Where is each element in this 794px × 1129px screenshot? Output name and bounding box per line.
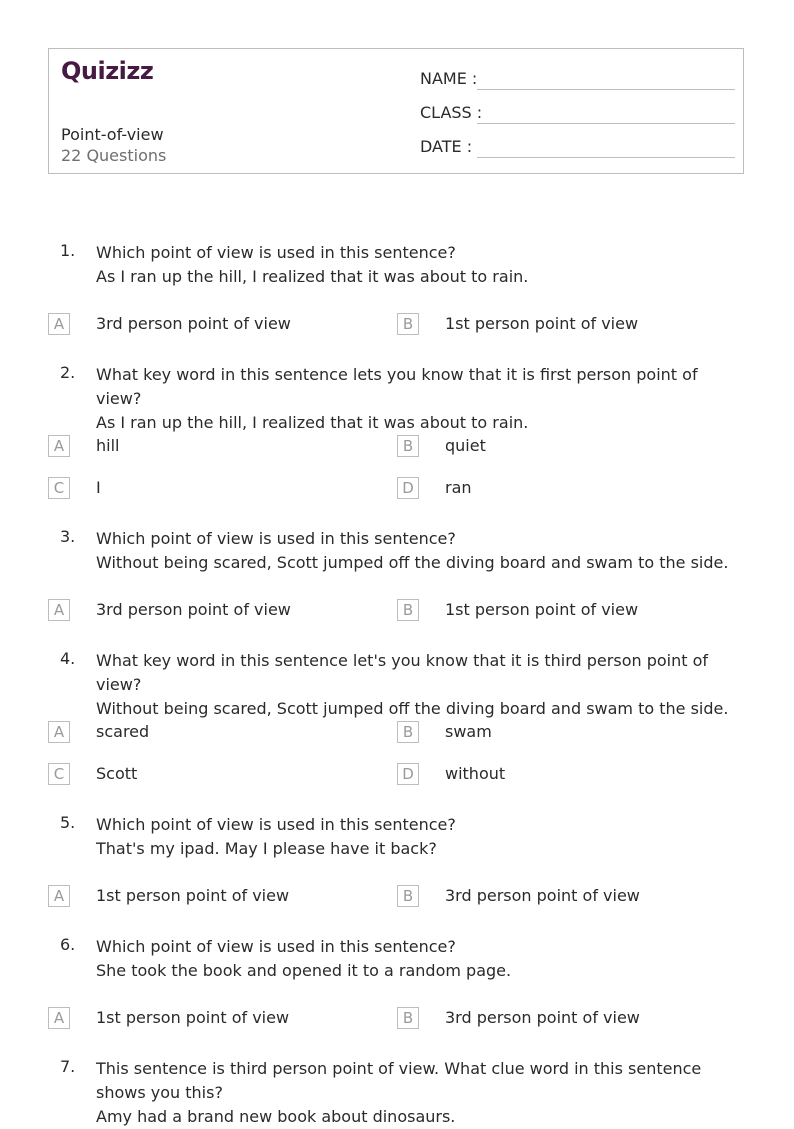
option-letter: A bbox=[48, 721, 70, 743]
option-text: ran bbox=[445, 478, 472, 497]
question-prompt: What key word in this sentence lets you know that it is first person point of view? bbox=[96, 365, 698, 408]
question-number: 4. bbox=[60, 649, 76, 668]
question-prompt: This sentence is third person point of view. What clue word in this sentence shows you this? bbox=[96, 1059, 702, 1102]
question-text bbox=[96, 241, 736, 289]
name-field[interactable] bbox=[420, 69, 735, 93]
question-prompt: Which point of view is used in this sentence? bbox=[96, 529, 456, 548]
date-label: DATE : bbox=[420, 137, 473, 156]
question-sentence: Amy had a brand new book about dinosaurs. bbox=[96, 1107, 456, 1126]
question-text bbox=[96, 649, 736, 721]
question-sentence: Without being scared, Scott jumped off the diving board and swam to the side. bbox=[96, 553, 729, 572]
question-text bbox=[96, 527, 736, 575]
worksheet-title: Point-of-view bbox=[61, 125, 164, 144]
option-letter: B bbox=[397, 435, 419, 457]
date-field[interactable] bbox=[420, 137, 735, 161]
option-letter: D bbox=[397, 477, 419, 499]
question-count: 22 Questions bbox=[61, 146, 167, 165]
question-sentence: She took the book and opened it to a random page. bbox=[96, 961, 512, 980]
option-letter: B bbox=[397, 721, 419, 743]
option-text: swam bbox=[445, 722, 492, 741]
question-number: 6. bbox=[60, 935, 76, 954]
class-line[interactable] bbox=[477, 123, 735, 124]
option-text: 3rd person point of view bbox=[445, 886, 640, 905]
option-letter: B bbox=[397, 885, 419, 907]
question-number: 3. bbox=[60, 527, 76, 546]
option-letter: A bbox=[48, 599, 70, 621]
quizizz-logo: Quizizz bbox=[61, 57, 154, 85]
worksheet-header bbox=[48, 48, 744, 174]
option-text: I bbox=[96, 478, 101, 497]
option-text: 3rd person point of view bbox=[96, 314, 291, 333]
option-letter: B bbox=[397, 1007, 419, 1029]
question-prompt: Which point of view is used in this sentence? bbox=[96, 937, 456, 956]
option-text: without bbox=[445, 764, 506, 783]
option-letter: C bbox=[48, 763, 70, 785]
question-text bbox=[96, 935, 736, 983]
option-letter: A bbox=[48, 885, 70, 907]
question-number: 1. bbox=[60, 241, 76, 260]
option-text: 1st person point of view bbox=[445, 314, 639, 333]
date-line[interactable] bbox=[477, 157, 735, 158]
question-text bbox=[96, 1057, 736, 1129]
option-letter: B bbox=[397, 599, 419, 621]
question-sentence: As I ran up the hill, I realized that it was about to rain. bbox=[96, 267, 529, 286]
option-text: 3rd person point of view bbox=[445, 1008, 640, 1027]
option-text: scared bbox=[96, 722, 150, 741]
question-number: 2. bbox=[60, 363, 76, 382]
question-sentence: As I ran up the hill, I realized that it was about to rain. bbox=[96, 413, 529, 432]
question-sentence: That's my ipad. May I please have it back? bbox=[96, 839, 437, 858]
question-text bbox=[96, 813, 736, 861]
option-text: hill bbox=[96, 436, 120, 455]
question-prompt: Which point of view is used in this sentence? bbox=[96, 243, 456, 262]
name-label: NAME : bbox=[420, 69, 478, 88]
option-text: 1st person point of view bbox=[96, 1008, 290, 1027]
option-letter: A bbox=[48, 313, 70, 335]
option-letter: C bbox=[48, 477, 70, 499]
question-text bbox=[96, 363, 736, 435]
question-number: 5. bbox=[60, 813, 76, 832]
name-line[interactable] bbox=[477, 89, 735, 90]
option-text: 3rd person point of view bbox=[96, 600, 291, 619]
option-text: 1st person point of view bbox=[445, 600, 639, 619]
option-text: Scott bbox=[96, 764, 138, 783]
class-field[interactable] bbox=[420, 103, 735, 127]
option-text: 1st person point of view bbox=[96, 886, 290, 905]
option-letter: B bbox=[397, 313, 419, 335]
option-letter: D bbox=[397, 763, 419, 785]
question-prompt: What key word in this sentence let's you know that it is third person point of view? bbox=[96, 651, 709, 694]
question-sentence: Without being scared, Scott jumped off the diving board and swam to the side. bbox=[96, 699, 729, 718]
class-label: CLASS : bbox=[420, 103, 483, 122]
option-letter: A bbox=[48, 1007, 70, 1029]
option-letter: A bbox=[48, 435, 70, 457]
question-number: 7. bbox=[60, 1057, 76, 1076]
option-text: quiet bbox=[445, 436, 486, 455]
question-prompt: Which point of view is used in this sentence? bbox=[96, 815, 456, 834]
